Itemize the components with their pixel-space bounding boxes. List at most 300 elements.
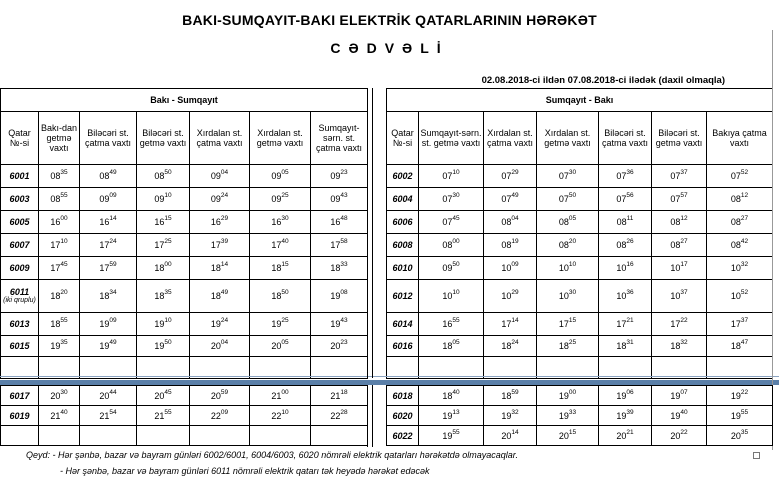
time-value: $07^{57}$ — [670, 192, 688, 204]
table-row — [1, 234, 368, 257]
time-value: $17^{15}$ — [558, 317, 577, 329]
time-minutes: 57 — [680, 192, 688, 199]
time-value: $16^{29}$ — [210, 215, 229, 227]
time-minutes: 23 — [340, 339, 348, 346]
time-minutes: 30 — [568, 289, 577, 296]
time-cell — [599, 211, 652, 234]
time-cell — [419, 234, 484, 257]
time-value: $19^{10}$ — [154, 317, 172, 329]
time-minutes: 30 — [281, 215, 289, 222]
time-value: $07^{45}$ — [442, 215, 460, 227]
time-value: $08^{42}$ — [730, 238, 749, 250]
time-value: $19^{49}$ — [99, 339, 117, 351]
time-cell — [599, 165, 652, 188]
time-cell — [599, 386, 652, 406]
time-value: $09^{24}$ — [210, 192, 229, 204]
column-header: Xırdalan st. çatma vaxtı — [484, 112, 537, 165]
time-cell — [599, 406, 652, 426]
train-number: 6009 — [1, 257, 39, 280]
time-minutes: 25 — [281, 317, 289, 324]
time-minutes: 10 — [60, 238, 68, 245]
time-cell — [190, 280, 250, 313]
table-row — [1, 280, 368, 313]
time-minutes: 24 — [511, 339, 519, 346]
section-title-sumqayit-baku: Sumqayıt - Bakı — [387, 89, 773, 112]
time-value: $16^{14}$ — [99, 215, 117, 227]
time-value: $19^{55}$ — [730, 408, 749, 421]
time-minutes: 35 — [164, 289, 172, 296]
column-header-train: Qatar №-si — [1, 112, 39, 165]
time-minutes: 27 — [680, 238, 688, 245]
time-minutes: 33 — [568, 408, 577, 416]
time-value: $18^{20}$ — [50, 289, 68, 301]
time-cell — [80, 188, 137, 211]
time-minutes: 33 — [340, 261, 348, 268]
time-minutes: 35 — [60, 339, 68, 346]
time-minutes: 10 — [452, 289, 460, 296]
time-value: $20^{44}$ — [99, 388, 117, 401]
time-cell — [484, 280, 537, 313]
train-number: 6019 — [1, 406, 39, 426]
time-cell — [652, 386, 707, 406]
time-cell — [484, 313, 537, 336]
time-minutes: 30 — [60, 388, 68, 396]
time-value: $18^{14}$ — [210, 261, 229, 273]
time-value: $19^{39}$ — [616, 408, 634, 421]
time-cell — [419, 188, 484, 211]
time-cell — [599, 336, 652, 357]
time-cell — [484, 211, 537, 234]
column-header: Sumqayıt-sərn. st. getmə vaxtı — [419, 112, 484, 165]
time-cell — [311, 211, 368, 234]
time-value: $07^{49}$ — [501, 192, 519, 204]
time-value: $18^{05}$ — [442, 339, 460, 351]
time-cell — [39, 165, 80, 188]
train-number: 6012 — [387, 280, 419, 313]
time-minutes: 04 — [511, 215, 519, 222]
time-minutes: 58 — [340, 238, 348, 245]
time-cell — [419, 257, 484, 280]
time-minutes: 59 — [511, 388, 519, 396]
time-cell — [80, 336, 137, 357]
time-value: $09^{23}$ — [330, 169, 348, 181]
time-cell — [537, 406, 599, 426]
time-minutes: 24 — [109, 238, 117, 245]
time-cell — [39, 406, 80, 426]
time-cell — [707, 426, 773, 446]
time-value: $17^{10}$ — [50, 238, 68, 250]
time-value: $21^{55}$ — [154, 408, 172, 421]
time-cell — [707, 234, 773, 257]
time-value: $07^{50}$ — [558, 192, 577, 204]
table-row — [387, 426, 773, 446]
time-minutes: 14 — [511, 317, 519, 324]
time-value: $16^{15}$ — [154, 215, 172, 227]
time-cell — [80, 257, 137, 280]
time-cell — [537, 165, 599, 188]
time-minutes: 55 — [452, 317, 460, 324]
time-minutes: 15 — [281, 261, 289, 268]
time-value: $19^{33}$ — [558, 408, 577, 421]
time-value: $19^{07}$ — [670, 388, 688, 401]
time-minutes: 31 — [626, 339, 634, 346]
time-value: $07^{29}$ — [501, 169, 519, 181]
time-cell — [250, 257, 311, 280]
time-value: $09^{09}$ — [99, 192, 117, 204]
time-value: $08^{50}$ — [154, 169, 172, 181]
time-value: $20^{45}$ — [154, 388, 172, 401]
time-value: $20^{23}$ — [330, 339, 348, 351]
time-minutes: 35 — [740, 428, 749, 436]
table-row — [387, 406, 773, 426]
time-cell — [419, 280, 484, 313]
time-cell — [652, 313, 707, 336]
time-minutes: 50 — [568, 192, 577, 199]
time-minutes: 50 — [164, 169, 172, 176]
time-value: $16^{55}$ — [442, 317, 460, 329]
time-cell — [707, 165, 773, 188]
time-minutes: 39 — [626, 408, 634, 416]
time-cell — [652, 406, 707, 426]
time-minutes: 06 — [626, 388, 634, 396]
time-minutes: 55 — [60, 192, 68, 199]
time-cell — [137, 188, 190, 211]
time-cell — [190, 188, 250, 211]
time-minutes: 59 — [109, 261, 117, 268]
time-cell — [537, 234, 599, 257]
time-value: $08^{35}$ — [50, 169, 68, 181]
column-header: Xırdalan st. çatma vaxtı — [190, 112, 250, 165]
time-value: $19^{55}$ — [442, 428, 460, 441]
time-minutes: 43 — [340, 192, 348, 199]
time-cell — [599, 313, 652, 336]
time-value: $19^{32}$ — [501, 408, 519, 421]
train-number: 6008 — [387, 234, 419, 257]
time-value: $09^{04}$ — [210, 169, 229, 181]
time-cell — [250, 313, 311, 336]
time-value: $19^{50}$ — [154, 339, 172, 351]
time-value: $18^{33}$ — [330, 261, 348, 273]
table-row — [387, 257, 773, 280]
vertical-divider — [367, 88, 373, 378]
time-cell — [311, 165, 368, 188]
time-minutes: 49 — [220, 289, 229, 296]
time-minutes: 40 — [680, 408, 688, 416]
time-cell — [137, 211, 190, 234]
time-minutes: 05 — [281, 339, 289, 346]
table-row — [387, 211, 773, 234]
time-value: $09^{43}$ — [330, 192, 348, 204]
time-value: $18^{32}$ — [670, 339, 688, 351]
cell-marker — [753, 452, 760, 459]
time-minutes: 10 — [281, 408, 289, 416]
time-minutes: 17 — [680, 261, 688, 268]
time-minutes: 44 — [109, 388, 117, 396]
time-minutes: 36 — [626, 169, 634, 176]
column-header: Biləcəri st. çatma vaxtı — [599, 112, 652, 165]
table-row — [1, 257, 368, 280]
time-cell — [311, 386, 368, 406]
time-value: $19^{43}$ — [330, 317, 348, 329]
time-minutes: 50 — [281, 289, 289, 296]
table-row — [387, 280, 773, 313]
time-value: $17^{24}$ — [99, 238, 117, 250]
train-number: 6020 — [387, 406, 419, 426]
time-minutes: 40 — [60, 408, 68, 416]
train-number: 6004 — [387, 188, 419, 211]
time-minutes: 35 — [60, 169, 68, 176]
time-value: $16^{30}$ — [271, 215, 289, 227]
time-minutes: 00 — [452, 238, 460, 245]
time-cell — [311, 188, 368, 211]
time-minutes: 09 — [109, 192, 117, 199]
time-value: $21^{00}$ — [271, 388, 289, 401]
baku-sumqayit-table — [0, 88, 368, 379]
time-value: $18^{15}$ — [271, 261, 289, 273]
time-cell — [80, 313, 137, 336]
time-value: $09^{10}$ — [154, 192, 172, 204]
train-number: 6011 (iki qruplu) — [1, 280, 39, 313]
time-minutes: 21 — [626, 428, 634, 436]
time-value: $17^{21}$ — [616, 317, 634, 329]
table-row — [387, 386, 773, 406]
time-value: $20^{05}$ — [271, 339, 289, 351]
time-value: $20^{21}$ — [616, 428, 634, 441]
column-header: Bakı-dan getmə vaxtı — [39, 112, 80, 165]
time-cell — [311, 313, 368, 336]
time-cell — [39, 336, 80, 357]
time-cell — [137, 386, 190, 406]
empty-cell — [190, 426, 250, 446]
time-minutes: 05 — [281, 169, 289, 176]
time-value: $10^{32}$ — [730, 261, 749, 273]
time-minutes: 32 — [680, 339, 688, 346]
time-value: $20^{22}$ — [670, 428, 688, 441]
time-minutes: 59 — [220, 388, 229, 396]
table-row — [1, 386, 368, 406]
time-value: $09^{25}$ — [271, 192, 289, 204]
time-cell — [484, 165, 537, 188]
time-cell — [484, 234, 537, 257]
time-value: $19^{35}$ — [50, 339, 68, 351]
time-cell — [707, 386, 773, 406]
table-row — [1, 188, 368, 211]
time-minutes: 25 — [281, 192, 289, 199]
time-cell — [311, 406, 368, 426]
train-number: 6018 — [387, 386, 419, 406]
time-cell — [537, 336, 599, 357]
time-cell — [652, 257, 707, 280]
document-subtitle: CƏDVƏLİ — [330, 40, 449, 56]
time-minutes: 42 — [740, 238, 749, 245]
time-cell — [250, 165, 311, 188]
time-cell — [80, 406, 137, 426]
time-value: $17^{39}$ — [210, 238, 229, 250]
time-cell — [484, 188, 537, 211]
time-cell — [537, 313, 599, 336]
time-value: $19^{08}$ — [330, 289, 348, 301]
time-minutes: 55 — [740, 408, 749, 416]
train-number: 6005 — [1, 211, 39, 234]
time-value: $10^{29}$ — [501, 289, 519, 301]
time-cell — [652, 188, 707, 211]
time-value: $10^{52}$ — [730, 289, 749, 301]
column-header: Biləcəri st. çatma vaxtı — [80, 112, 137, 165]
time-minutes: 45 — [60, 261, 68, 268]
time-cell — [537, 280, 599, 313]
time-value: $17^{37}$ — [730, 317, 749, 329]
empty-cell — [80, 426, 137, 446]
time-minutes: 20 — [568, 238, 577, 245]
time-minutes: 37 — [740, 317, 749, 324]
time-minutes: 37 — [680, 169, 688, 176]
time-cell — [39, 211, 80, 234]
time-value: $08^{55}$ — [50, 192, 68, 204]
train-number: 6007 — [1, 234, 39, 257]
time-cell — [80, 280, 137, 313]
empty-cell — [39, 426, 80, 446]
time-value: $08^{12}$ — [670, 215, 688, 227]
time-cell — [652, 211, 707, 234]
time-minutes: 00 — [164, 261, 172, 268]
document-title: BAKI-SUMQAYIT-BAKI ELEKTRİK QATARLARININ HƏRƏKƏT — [182, 12, 597, 28]
time-cell — [137, 406, 190, 426]
time-cell — [311, 234, 368, 257]
time-cell — [39, 234, 80, 257]
time-cell — [652, 280, 707, 313]
time-minutes: 10 — [164, 192, 172, 199]
column-header: Bakıya çatma vaxtı — [707, 112, 773, 165]
train-number: 6015 — [1, 336, 39, 357]
time-cell — [707, 336, 773, 357]
time-minutes: 15 — [568, 428, 577, 436]
time-cell — [599, 257, 652, 280]
time-value: $08^{00}$ — [442, 238, 460, 250]
time-cell — [484, 386, 537, 406]
time-minutes: 18 — [340, 388, 348, 396]
time-cell — [39, 188, 80, 211]
time-cell — [80, 211, 137, 234]
time-value: $21^{40}$ — [50, 408, 68, 421]
time-cell — [80, 386, 137, 406]
column-header: Biləcəri st. getmə vaxtı — [652, 112, 707, 165]
time-minutes: 49 — [511, 192, 519, 199]
time-minutes: 25 — [164, 238, 172, 245]
time-cell — [419, 165, 484, 188]
table-row — [387, 188, 773, 211]
time-minutes: 09 — [109, 317, 117, 324]
time-value: $16^{00}$ — [50, 215, 68, 227]
time-minutes: 37 — [680, 289, 688, 296]
time-value: $18^{25}$ — [558, 339, 577, 351]
time-value: $17^{45}$ — [50, 261, 68, 273]
time-value: $19^{22}$ — [730, 388, 749, 401]
section-title-baku-sumqayit: Bakı - Sumqayıt — [1, 89, 368, 112]
column-header: Sumqayıt-sərn. st. çatma vaxtı — [311, 112, 368, 165]
time-minutes: 40 — [452, 388, 460, 396]
time-cell — [707, 280, 773, 313]
time-value: $20^{35}$ — [730, 428, 749, 441]
time-minutes: 32 — [511, 408, 519, 416]
time-value: $08^{19}$ — [501, 238, 519, 250]
time-minutes: 00 — [60, 215, 68, 222]
time-minutes: 15 — [568, 317, 577, 324]
table-row — [1, 336, 368, 357]
time-cell — [190, 313, 250, 336]
time-value: $18^{00}$ — [154, 261, 172, 273]
time-minutes: 16 — [626, 261, 634, 268]
time-minutes: 22 — [680, 428, 688, 436]
time-cell — [190, 211, 250, 234]
time-minutes: 12 — [680, 215, 688, 222]
time-value: $09^{50}$ — [442, 261, 460, 273]
time-minutes: 27 — [740, 215, 749, 222]
time-minutes: 45 — [164, 388, 172, 396]
time-minutes: 47 — [740, 339, 749, 346]
time-cell — [599, 234, 652, 257]
time-minutes: 30 — [568, 169, 577, 176]
time-value: $07^{10}$ — [442, 169, 460, 181]
empty-cell — [1, 426, 39, 446]
time-cell — [190, 336, 250, 357]
time-value: $20^{04}$ — [210, 339, 229, 351]
time-minutes: 26 — [626, 238, 634, 245]
time-minutes: 52 — [740, 289, 749, 296]
time-value: $21^{18}$ — [330, 388, 348, 401]
time-minutes: 08 — [340, 289, 348, 296]
time-minutes: 05 — [452, 339, 460, 346]
time-cell — [250, 406, 311, 426]
time-minutes: 04 — [220, 339, 229, 346]
time-cell — [707, 211, 773, 234]
time-cell — [190, 234, 250, 257]
time-cell — [652, 426, 707, 446]
time-minutes: 23 — [340, 169, 348, 176]
time-minutes: 24 — [220, 317, 229, 324]
time-cell — [80, 165, 137, 188]
time-cell — [707, 257, 773, 280]
time-minutes: 10 — [164, 317, 172, 324]
time-value: $07^{52}$ — [730, 169, 749, 181]
time-value: $08^{12}$ — [730, 192, 749, 204]
time-value: $18^{31}$ — [616, 339, 634, 351]
time-value: $20^{59}$ — [210, 388, 229, 401]
time-cell — [707, 188, 773, 211]
time-value: $07^{30}$ — [442, 192, 460, 204]
time-value: $17^{25}$ — [154, 238, 172, 250]
time-minutes: 55 — [452, 428, 460, 436]
time-value: $18^{24}$ — [501, 339, 519, 351]
time-minutes: 07 — [680, 388, 688, 396]
time-cell — [137, 336, 190, 357]
time-minutes: 14 — [511, 428, 519, 436]
time-minutes: 10 — [452, 169, 460, 176]
train-note: (iki qruplu) — [3, 297, 36, 304]
time-value: $08^{05}$ — [558, 215, 577, 227]
separator-line — [0, 376, 779, 377]
time-cell — [599, 426, 652, 446]
column-header: Xırdalan st. getmə vaxtı — [250, 112, 311, 165]
time-value: $17^{59}$ — [99, 261, 117, 273]
time-value: $21^{54}$ — [99, 408, 117, 421]
time-value: $07^{36}$ — [616, 169, 634, 181]
footnote-2: - Hər şənbə, bazar və bayram günləri 6011 nömrəli elektrik qatarı tək heyədə hərəkət edəcək — [60, 466, 430, 476]
time-minutes: 50 — [164, 339, 172, 346]
time-cell — [419, 386, 484, 406]
time-cell — [39, 257, 80, 280]
empty-cell — [137, 426, 190, 446]
time-value: $10^{17}$ — [670, 261, 688, 273]
